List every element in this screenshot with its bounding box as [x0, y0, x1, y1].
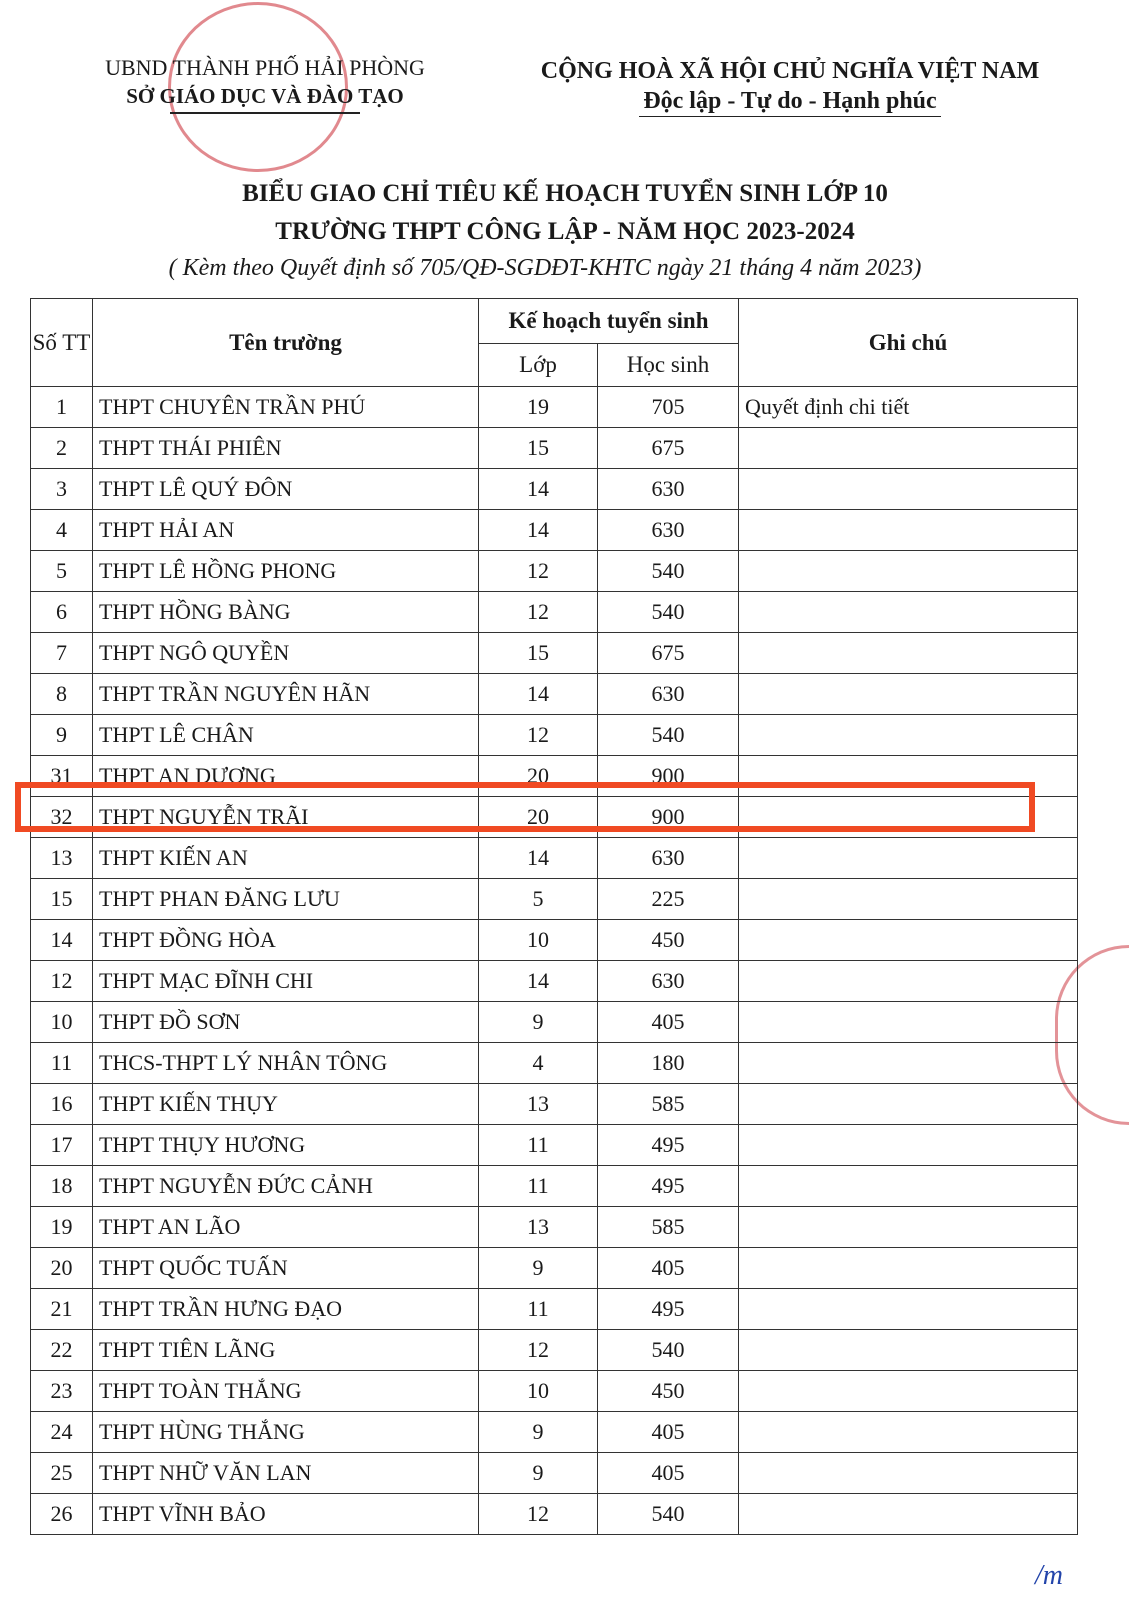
row-classes: 14 [479, 510, 598, 551]
row-note [739, 879, 1078, 920]
row-classes: 20 [479, 756, 598, 797]
row-classes: 9 [479, 1412, 598, 1453]
row-stt: 23 [31, 1371, 93, 1412]
row-school-name: THPT THỤY HƯƠNG [93, 1125, 479, 1166]
table-row [31, 1371, 1078, 1412]
header-stt: Số TT [31, 299, 93, 387]
row-note [739, 1248, 1078, 1289]
row-school-name: THPT LÊ QUÝ ĐÔN [93, 469, 479, 510]
row-school-name: THPT HỒNG BÀNG [93, 592, 479, 633]
table-body [31, 387, 1078, 1535]
row-stt: 5 [31, 551, 93, 592]
row-school-name: THCS-THPT LÝ NHÂN TÔNG [93, 1043, 479, 1084]
row-stt: 4 [31, 510, 93, 551]
row-students: 900 [598, 797, 739, 838]
authority-line2: SỞ GIÁO DỤC VÀ ĐÀO TẠO [126, 84, 404, 108]
row-students: 585 [598, 1207, 739, 1248]
table-row [31, 1248, 1078, 1289]
row-students: 585 [598, 1084, 739, 1125]
row-stt: 32 [31, 797, 93, 838]
row-note [739, 510, 1078, 551]
row-school-name: THPT LÊ HỒNG PHONG [93, 551, 479, 592]
row-note [739, 1289, 1078, 1330]
row-stt: 2 [31, 428, 93, 469]
row-students: 540 [598, 592, 739, 633]
row-school-name: THPT PHAN ĐĂNG LƯU [93, 879, 479, 920]
row-school-name: THPT NHỮ VĂN LAN [93, 1453, 479, 1494]
authority-line1: UBND THÀNH PHỐ HẢI PHÒNG [105, 55, 425, 80]
row-students: 540 [598, 1330, 739, 1371]
row-note: Quyết định chi tiết [739, 387, 1078, 428]
row-stt: 9 [31, 715, 93, 756]
row-classes: 12 [479, 715, 598, 756]
table-row [31, 1125, 1078, 1166]
row-classes: 15 [479, 633, 598, 674]
table-row [31, 592, 1078, 633]
row-note [739, 1002, 1078, 1043]
row-school-name: THPT TOÀN THẮNG [93, 1371, 479, 1412]
document-subtitle: ( Kèm theo Quyết định số 705/QĐ-SGDĐT-KHTC ngày 21 tháng 4 năm 2023) [168, 255, 922, 281]
row-students: 405 [598, 1248, 739, 1289]
row-school-name: THPT THÁI PHIÊN [93, 428, 479, 469]
row-classes: 9 [479, 1002, 598, 1043]
row-stt: 8 [31, 674, 93, 715]
row-classes: 9 [479, 1248, 598, 1289]
row-classes: 14 [479, 961, 598, 1002]
row-note [739, 715, 1078, 756]
row-classes: 13 [479, 1207, 598, 1248]
table-row [31, 1330, 1078, 1371]
row-school-name: THPT ĐỒ SƠN [93, 1002, 479, 1043]
row-stt: 20 [31, 1248, 93, 1289]
row-stt: 3 [31, 469, 93, 510]
row-note [739, 551, 1078, 592]
row-students: 405 [598, 1412, 739, 1453]
row-note [739, 1084, 1078, 1125]
row-note [739, 1166, 1078, 1207]
row-school-name: THPT TIÊN LÃNG [93, 1330, 479, 1371]
row-school-name: THPT TRẦN HƯNG ĐẠO [93, 1289, 479, 1330]
row-students: 450 [598, 920, 739, 961]
row-stt: 25 [31, 1453, 93, 1494]
row-note [739, 633, 1078, 674]
table-row [31, 510, 1078, 551]
row-stt: 11 [31, 1043, 93, 1084]
highlight-box [15, 782, 1035, 832]
row-stt: 13 [31, 838, 93, 879]
country-name: CỘNG HOÀ XÃ HỘI CHỦ NGHĨA VIỆT NAM [540, 58, 1040, 84]
row-students: 180 [598, 1043, 739, 1084]
row-students: 540 [598, 715, 739, 756]
row-classes: 4 [479, 1043, 598, 1084]
row-classes: 12 [479, 592, 598, 633]
row-school-name: THPT HÙNG THẮNG [93, 1412, 479, 1453]
table-row [31, 1084, 1078, 1125]
table-row [31, 961, 1078, 1002]
row-school-name: THPT LÊ CHÂN [93, 715, 479, 756]
row-students: 630 [598, 510, 739, 551]
table-row [31, 674, 1078, 715]
row-stt: 12 [31, 961, 93, 1002]
row-stt: 17 [31, 1125, 93, 1166]
row-note [739, 1125, 1078, 1166]
row-note [739, 920, 1078, 961]
row-school-name: THPT ĐỒNG HÒA [93, 920, 479, 961]
row-stt: 1 [31, 387, 93, 428]
row-students: 450 [598, 1371, 739, 1412]
table-row [31, 469, 1078, 510]
row-students: 675 [598, 633, 739, 674]
row-school-name: THPT VĨNH BẢO [93, 1494, 479, 1535]
row-note [739, 1330, 1078, 1371]
table-row [31, 551, 1078, 592]
row-school-name: THPT NGUYỄN TRÃI [93, 797, 479, 838]
row-school-name: THPT AN LÃO [93, 1207, 479, 1248]
document-title: BIỂU GIAO CHỈ TIÊU KẾ HOẠCH TUYỂN SINH LỚP 10 [242, 180, 888, 207]
row-note [739, 1043, 1078, 1084]
row-students: 405 [598, 1002, 739, 1043]
row-students: 900 [598, 756, 739, 797]
row-classes: 9 [479, 1453, 598, 1494]
row-note [739, 1371, 1078, 1412]
row-students: 705 [598, 387, 739, 428]
row-stt: 26 [31, 1494, 93, 1535]
row-students: 630 [598, 961, 739, 1002]
row-classes: 19 [479, 387, 598, 428]
row-classes: 13 [479, 1084, 598, 1125]
row-classes: 15 [479, 428, 598, 469]
divider [170, 112, 360, 114]
row-note [739, 1494, 1078, 1535]
row-school-name: THPT QUỐC TUẤN [93, 1248, 479, 1289]
table-row [31, 387, 1078, 428]
table-row [31, 1289, 1078, 1330]
row-students: 225 [598, 879, 739, 920]
row-note [739, 592, 1078, 633]
header-school-name: Tên trường [93, 299, 479, 387]
row-classes: 14 [479, 469, 598, 510]
row-classes: 11 [479, 1289, 598, 1330]
row-stt: 22 [31, 1330, 93, 1371]
table-row [31, 1166, 1078, 1207]
row-classes: 14 [479, 674, 598, 715]
row-note [739, 469, 1078, 510]
issuing-authority [90, 54, 440, 114]
header-students: Học sinh [598, 344, 739, 387]
table-row [31, 1453, 1078, 1494]
row-stt: 16 [31, 1084, 93, 1125]
table-row [31, 428, 1078, 469]
row-stt: 24 [31, 1412, 93, 1453]
row-stt: 6 [31, 592, 93, 633]
row-school-name: THPT NGÔ QUYỀN [93, 633, 479, 674]
row-classes: 12 [479, 1494, 598, 1535]
document-title-line2: TRƯỜNG THPT CÔNG LẬP - NĂM HỌC 2023-2024 [275, 218, 855, 245]
table-row [31, 838, 1078, 879]
row-students: 495 [598, 1125, 739, 1166]
table-row [31, 1412, 1078, 1453]
row-note [739, 1412, 1078, 1453]
row-students: 540 [598, 1494, 739, 1535]
row-students: 675 [598, 428, 739, 469]
row-school-name: THPT CHUYÊN TRẦN PHÚ [93, 387, 479, 428]
row-students: 630 [598, 469, 739, 510]
row-classes: 12 [479, 1330, 598, 1371]
enrollment-table [30, 298, 1078, 1535]
row-classes: 14 [479, 838, 598, 879]
row-note [739, 428, 1078, 469]
row-stt: 19 [31, 1207, 93, 1248]
table-row [31, 920, 1078, 961]
row-students: 495 [598, 1166, 739, 1207]
row-classes: 11 [479, 1166, 598, 1207]
row-school-name: THPT NGUYỄN ĐỨC CẢNH [93, 1166, 479, 1207]
row-note [739, 674, 1078, 715]
national-motto [520, 56, 1060, 117]
row-school-name: THPT MẠC ĐĨNH CHI [93, 961, 479, 1002]
row-stt: 15 [31, 879, 93, 920]
row-school-name: THPT AN DƯƠNG [93, 756, 479, 797]
table-row [31, 715, 1078, 756]
row-classes: 10 [479, 1371, 598, 1412]
row-students: 630 [598, 838, 739, 879]
row-students: 540 [598, 551, 739, 592]
table-row [31, 1043, 1078, 1084]
row-classes: 5 [479, 879, 598, 920]
header-classes: Lớp [479, 344, 598, 387]
row-classes: 12 [479, 551, 598, 592]
row-classes: 11 [479, 1125, 598, 1166]
row-note [739, 961, 1078, 1002]
table-row [31, 1494, 1078, 1535]
row-school-name: THPT HẢI AN [93, 510, 479, 551]
row-students: 495 [598, 1289, 739, 1330]
row-stt: 14 [31, 920, 93, 961]
motto: Độc lập - Tự do - Hạnh phúc [639, 86, 940, 117]
signature-mark: /m [1035, 1560, 1063, 1591]
row-classes: 20 [479, 797, 598, 838]
row-school-name: THPT KIẾN THỤY [93, 1084, 479, 1125]
row-stt: 21 [31, 1289, 93, 1330]
row-stt: 18 [31, 1166, 93, 1207]
row-stt: 7 [31, 633, 93, 674]
row-note [739, 838, 1078, 879]
row-note [739, 1207, 1078, 1248]
table-row [31, 879, 1078, 920]
row-note [739, 1453, 1078, 1494]
row-school-name: THPT TRẦN NGUYÊN HÃN [93, 674, 479, 715]
row-stt: 31 [31, 756, 93, 797]
header-note: Ghi chú [739, 299, 1078, 387]
table-row [31, 1002, 1078, 1043]
table-row [31, 633, 1078, 674]
row-students: 630 [598, 674, 739, 715]
row-classes: 10 [479, 920, 598, 961]
table-row [31, 1207, 1078, 1248]
header-enrollment-plan: Kế hoạch tuyển sinh [479, 299, 739, 344]
row-stt: 10 [31, 1002, 93, 1043]
row-students: 405 [598, 1453, 739, 1494]
row-school-name: THPT KIẾN AN [93, 838, 479, 879]
